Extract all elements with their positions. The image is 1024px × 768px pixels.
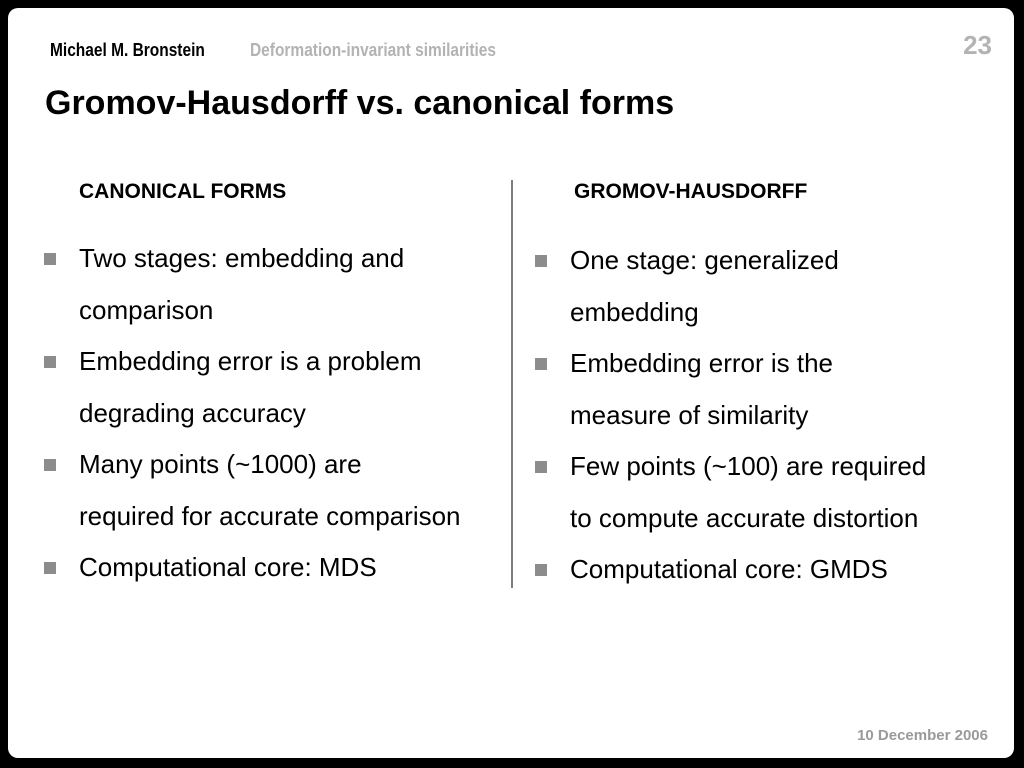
square-bullet-icon <box>44 253 56 265</box>
list-item-line: Two stages: embedding and <box>79 243 405 273</box>
list-item <box>533 441 1003 544</box>
list-item <box>533 544 1003 596</box>
left-column-heading: CANONICAL FORMS <box>79 180 287 203</box>
list-item <box>42 439 512 542</box>
left-bullet-list <box>42 233 512 594</box>
list-item-line: Computational core: GMDS <box>570 554 888 584</box>
right-bullet-list <box>533 235 1003 596</box>
list-item <box>42 542 512 594</box>
list-item-line: Few points (~100) are required <box>570 451 927 481</box>
presentation-subtitle: Deformation-invariant similarities <box>250 40 497 60</box>
author-name: Michael M. Bronstein <box>50 40 205 60</box>
slide-title: Gromov-Hausdorff vs. canonical forms <box>45 84 675 122</box>
list-item <box>533 338 1003 441</box>
list-item-line: comparison <box>79 294 214 325</box>
square-bullet-icon <box>44 459 56 471</box>
square-bullet-icon <box>44 562 56 574</box>
list-item-line: Embedding error is the <box>570 348 834 378</box>
list-item-line: Computational core: MDS <box>79 552 377 582</box>
right-column-heading: GROMOV-HAUSDORFF <box>574 180 808 203</box>
list-item-line: to compute accurate distortion <box>570 502 919 533</box>
square-bullet-icon <box>535 461 547 473</box>
square-bullet-icon <box>535 255 547 267</box>
list-item-line: degrading accuracy <box>79 397 306 428</box>
list-item <box>42 336 512 439</box>
list-item-line: embedding <box>570 296 699 327</box>
list-item <box>42 233 512 336</box>
footer-date: 10 December 2006 <box>857 727 988 744</box>
square-bullet-icon <box>535 564 547 576</box>
list-item-line: Embedding error is a problem <box>79 346 422 376</box>
slide <box>8 8 1014 758</box>
list-item-line: measure of similarity <box>570 399 809 430</box>
list-item-line: required for accurate comparison <box>79 500 461 531</box>
list-item <box>533 235 1003 338</box>
list-item-line: One stage: generalized <box>570 245 839 275</box>
page-number: 23 <box>963 30 992 60</box>
list-item-line: Many points (~1000) are <box>79 449 362 479</box>
square-bullet-icon <box>44 356 56 368</box>
square-bullet-icon <box>535 358 547 370</box>
